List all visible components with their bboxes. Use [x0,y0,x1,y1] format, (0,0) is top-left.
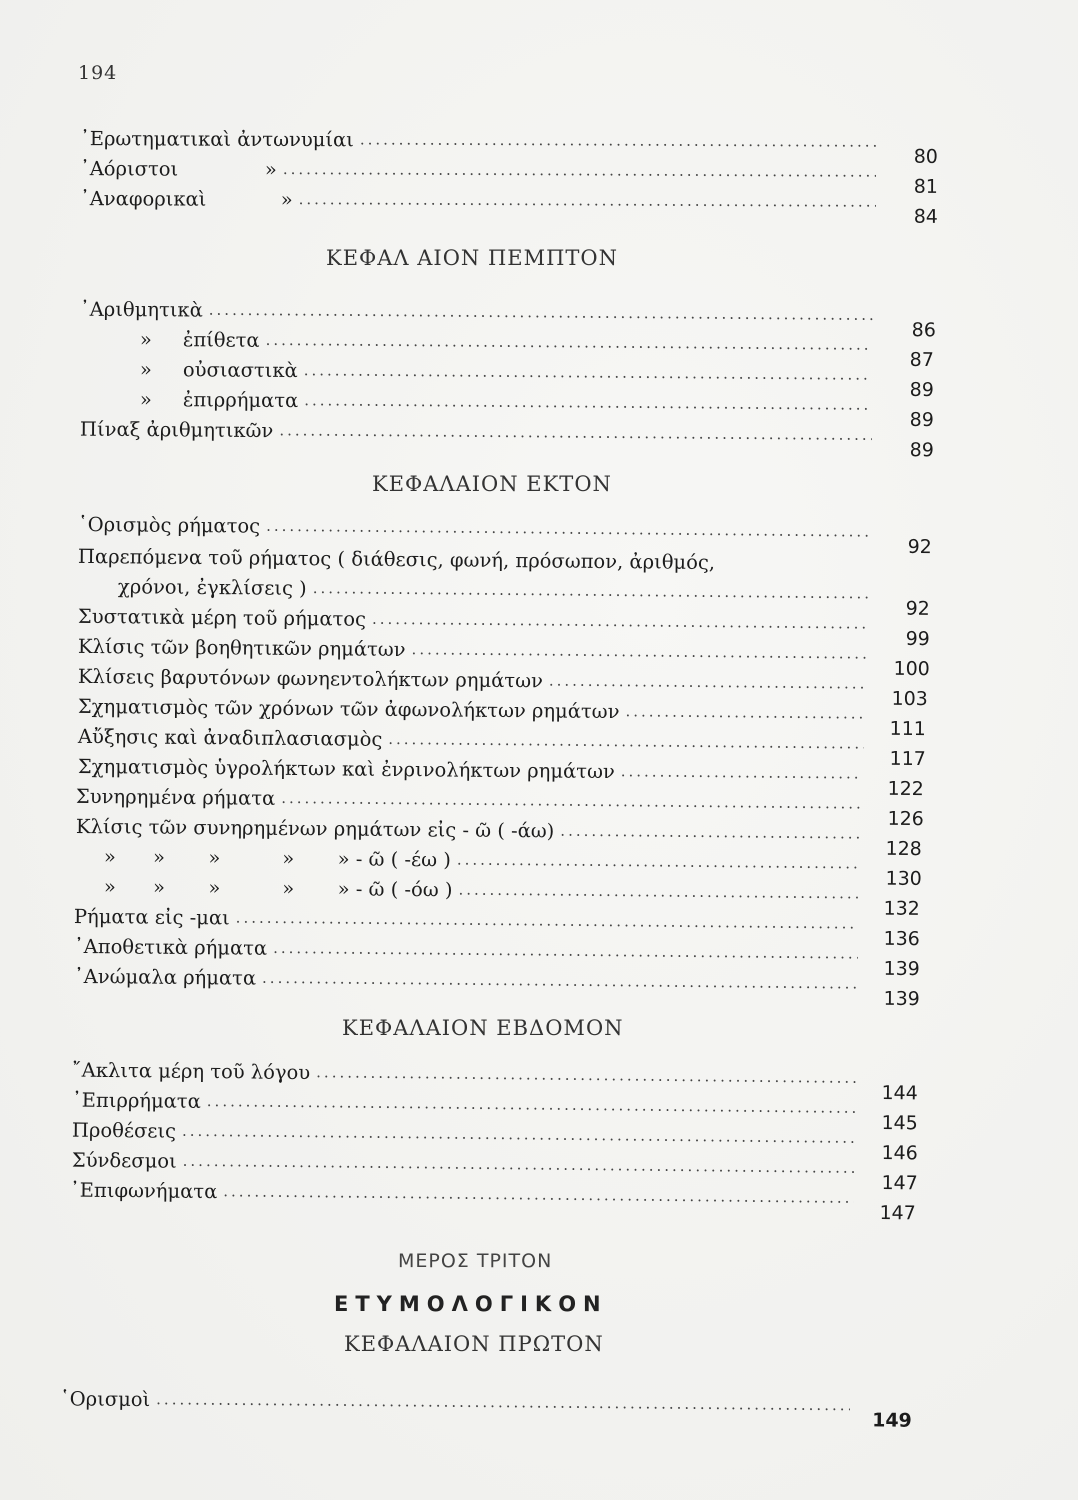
toc-entry-page: 139 [883,987,920,1011]
toc-entry-page: 111 [889,717,926,741]
toc-entry-page: 147 [881,1172,918,1195]
toc-entry-title: » ἐπίθετα [139,327,260,352]
toc-entry-title: Συνηρημένα ρήματα [75,784,276,810]
toc-entry-title: ᾿Επιφωνήματα [69,1178,218,1204]
leader-dots [621,762,862,785]
toc-entry-title: Σχηματισμὸς ὑγρολήκτων καὶ ἐνρινολήκτων ρημάτων [77,754,615,784]
toc-entry-title: » » » » » - ῶ ( -όω ) [103,875,453,902]
toc-entry-title: » » » » » - ῶ ( -έω ) [103,845,451,872]
toc-entry-page: 103 [891,687,928,711]
toc-entry-page: 139 [883,957,920,981]
toc-entry [79,180,938,228]
toc-entry-title: Ρήματα εἰς -μαι [73,904,230,930]
toc-entry-page: 136 [883,927,920,951]
leader-dots [625,702,864,725]
toc-entry-title: Κλίσεις βαρυτόνων φωνηεντολήκτων ρημάτων [77,664,544,693]
toc-entry-page: 89 [909,408,934,432]
toc-entry [79,150,938,198]
page-number: 194 [78,62,118,84]
toc-entry-title: ῎Ακλιτα μέρη τοῦ λόγου [71,1058,311,1085]
toc-entry-title: χρόνοι, ἐγκλίσεις ) [117,575,307,600]
toc-entry-page: 130 [885,867,922,890]
leader-dots [223,1182,854,1210]
toc-entry-page: 89 [909,378,934,402]
leader-dots [266,517,870,544]
toc-entry-page: 144 [881,1082,918,1105]
leader-dots [156,1390,850,1417]
toc-entry-page: 92 [905,597,930,620]
toc-entry [79,408,934,462]
toc-entry-title: Σχηματισμὸς τῶν χρόνων τῶν ἀφωνολήκτων ρημάτων [77,694,620,724]
toc-entry-title: ᾿Αόριστοι » [79,157,277,181]
leader-dots [262,969,858,996]
leader-dots [560,822,860,846]
toc-entry-title: » ἐπιρρήματα [139,387,299,413]
toc-entry-page: 145 [881,1112,918,1135]
chapter-heading: ΚΕΦΑΛΑΙΟΝ ΕΚΤΟΝ [372,472,612,496]
toc-entry-page: 128 [885,837,922,861]
toc-entry-title: ῾Ορισμοὶ [59,1387,151,1412]
toc-entry-page: 146 [881,1142,918,1165]
toc-entry-page: 149 [872,1409,912,1432]
toc-entry-page: 132 [883,897,920,920]
chapter-heading: ΚΕΦΑΛΑΙΟΝ ΕΒΔΟΜΟΝ [342,1016,624,1040]
leader-dots [299,190,876,214]
toc-entry-page: 126 [887,807,924,831]
toc-entry-title: Κλίσις τῶν συνηρημένων ρημάτων εἰς - ῶ ( -άω) [75,814,555,843]
toc-entry-title: ᾿Αναφορικαὶ » [79,187,293,212]
leader-dots [283,160,876,184]
leader-dots [360,130,876,153]
chapter-heading: ΚΕΦΑΛ ΑΙΟΝ ΠΕΜΠΤΟΝ [326,246,619,270]
toc-entry [79,120,938,168]
chapter-heading: ΚΕΦΑΛΑΙΟΝ ΠΡΩΤΟΝ [344,1332,604,1356]
toc-entry [59,1380,912,1432]
leader-dots [279,421,872,447]
toc-entry-title: Πίναξ ἀριθμητικῶν [79,417,274,443]
toc-entry-title: ᾿Ερωτηματικαὶ ἀντωνυμίαι [79,127,354,152]
toc-entry-title: Συστατικὰ μέρη τοῦ ρήματος [77,604,367,631]
leader-dots [549,671,866,695]
toc-entry-title: Παρεπόμενα τοῦ ρήματος ( διάθεσις, φωνή, πρόσωπον, ἀριθμός, [77,544,716,575]
toc-entry-title: ᾿Αποθετικὰ ρήματα [73,934,268,960]
toc-entry-page: 89 [909,439,934,462]
toc-entry-title: Προθέσεις [71,1118,177,1143]
part-label: ΜΕΡΟΣ ΤΡΙΤΟΝ [398,1250,553,1272]
toc-entry-page: 81 [913,175,938,198]
toc-entry-title: ᾿Ανώμαλα ρήματα [73,964,257,990]
toc-entry-page: 87 [909,348,934,372]
toc-entry-page: 92 [907,535,932,559]
toc-entry-page: 84 [913,205,938,228]
toc-entry-title: Αὔξησις καὶ ἀναδιπλασιασμὸς [77,724,383,751]
toc-entry-page: 86 [911,319,936,342]
toc-entry-title: Κλίσις τῶν βοηθητικῶν ρημάτων [77,634,406,662]
toc-entry-title: ῾Ορισμὸς ρήματος [77,512,261,538]
toc-entry-page: 100 [893,657,930,681]
part-title: ΕΤΥΜΟΛΟΓΙΚΟΝ [334,1292,608,1316]
toc-entry-title: » οὐσιαστικὰ [139,357,298,383]
toc-entry-title: ᾿Επιρρήματα [71,1088,201,1113]
toc-entry-page: 117 [889,747,926,771]
toc-entry-page: 122 [887,777,924,801]
toc-entry-page: 99 [905,627,930,651]
toc-entry-page: 147 [879,1202,916,1225]
toc-entry-title: ᾿Αριθμητικὰ [79,297,203,322]
toc-entry-title: Σύνδεσμοι [71,1148,177,1173]
toc-entry-page: 80 [913,145,938,168]
